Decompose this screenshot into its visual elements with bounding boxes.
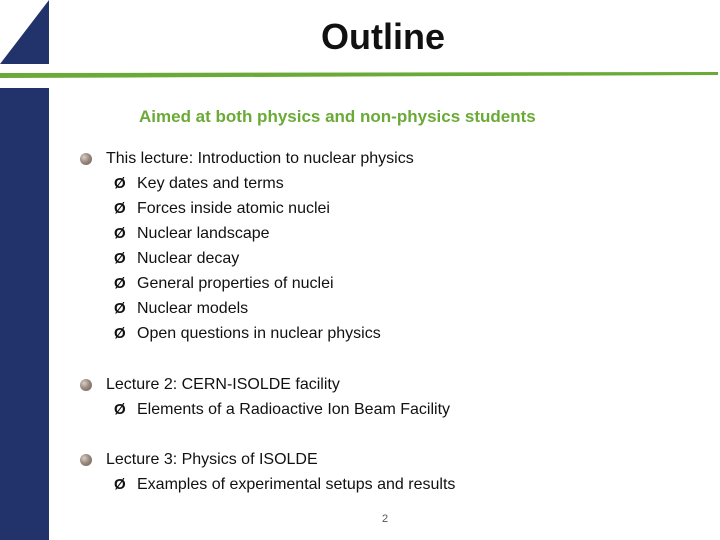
section-lecture-2 [80,372,450,422]
arrow-bullet-icon: Ø [114,250,126,267]
arrow-bullet-icon: Ø [114,200,126,217]
sub-bullet [80,246,414,271]
bullet-main [80,447,455,472]
sub-bullet-text: General properties of nuclei [137,275,334,292]
bullet-dot-icon [80,454,92,466]
sub-bullet-text: Nuclear landscape [137,225,270,242]
bullet-text: This lecture: Introduction to nuclear physics [106,150,414,167]
page-number: 2 [382,513,389,525]
arrow-bullet-icon: Ø [114,325,126,342]
bullet-text: Lecture 2: CERN-ISOLDE facility [106,376,340,393]
bullet-main [80,372,450,397]
slide-subtitle: Aimed at both physics and non-physics students [139,107,536,126]
arrow-bullet-icon: Ø [114,476,126,493]
arrow-bullet-icon: Ø [114,401,126,418]
sub-bullet [80,196,414,221]
bullet-text: Lecture 3: Physics of ISOLDE [106,451,318,468]
sub-bullet-text: Open questions in nuclear physics [137,325,381,342]
sub-bullet [80,397,450,422]
sub-bullet [80,221,414,246]
sub-bullet [80,171,414,196]
arrow-bullet-icon: Ø [114,225,126,242]
section-lecture-3 [80,447,455,497]
arrow-bullet-icon: Ø [114,300,126,317]
slide-title: Outline [321,16,445,57]
sub-bullet [80,472,455,497]
sub-bullet-text: Key dates and terms [137,175,284,192]
sub-bullet-text: Examples of experimental setups and results [137,476,456,493]
section-this-lecture [80,146,414,346]
arrow-bullet-icon: Ø [114,275,126,292]
sub-bullet [80,321,414,346]
sub-bullet-text: Nuclear decay [137,250,240,267]
sub-bullet [80,296,414,321]
title-divider [0,72,718,78]
sub-bullet-text: Forces inside atomic nuclei [137,200,330,217]
sub-bullet [80,271,414,296]
bullet-dot-icon [80,379,92,391]
bullet-main [80,146,414,171]
left-navy-strip [0,88,49,540]
arrow-bullet-icon: Ø [114,175,126,192]
sub-bullet-text: Nuclear models [137,300,249,317]
sub-bullet-text: Elements of a Radioactive Ion Beam Facility [137,401,451,418]
bullet-dot-icon [80,153,92,165]
